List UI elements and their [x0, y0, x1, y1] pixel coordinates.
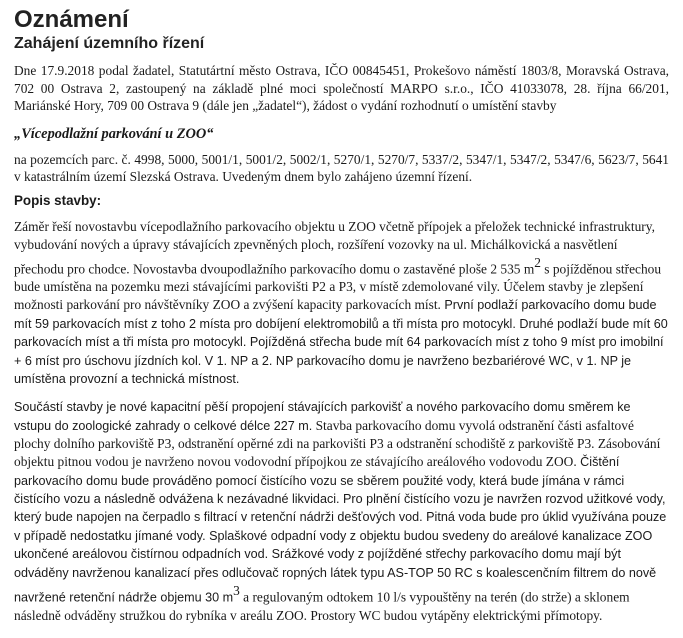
para2-text-b: Stavba parkovacího domu vyvolá odstranění části asfaltové plochy dolního parkoviště P3, odstranění opěrné zdi na parkovišti P3 a odstranění schodiště z parkoviště P3. Zásobování objektu pitnou vodou je navrženo novou vodovodní přípojkou ze stávajícího areálového vodovodu ZOO. [14, 417, 661, 470]
para2-text-c: Čištění parkovacího domu bude prováděno pomocí čistícího vozu se sběrem použité vody, která bude jímána v rámci čistícího vozu a následně odvážena k nezávadné likvidaci. Pro plnění čistícího vozu je navržen rozvod užitkové vody, který bude napojen na čerpadlo s filtrací v retenční nádrži dešťových vod. Pitná voda bude pro úklid využívána pouze v případě nedostatku jímané vody. Splaškové odpadní vody z objektu budou svedeny do areálové kanalizace ZOO ukončené areálovou čistírnou odpadních vod. Srážkové vody z pojížděné střechy parkovacího domu mají být odváděny navrženou kanalizací přes odlučovač ropných látek typu AS-TOP 50 RC s koalescenčním filtrem do nově navržené retenční nádrže objemu 30 m [14, 455, 667, 605]
parcels-paragraph: na pozemcích parc. č. 4998, 5000, 5001/1, 5001/2, 5002/1, 5270/1, 5270/7, 5337/2, 5347/1, 5347/2, 5347/6, 5623/7, 5641 v katastrálním území Slezská Ostrava. Uvedeným dnem bylo zahájeno územní řízení. [14, 151, 669, 185]
paragraph-gap [14, 388, 669, 398]
description-paragraph-1 [14, 218, 669, 388]
para1-text-a: Záměr řeší novostavbu vícepodlažního parkovacího objektu u ZOO včetně přípojek a přeložek technické infrastruktury, vybudování nových a úpravy stávajících zpevněných ploch, rozšíření vozovky na ul. Michálkovická a nasvětlení přechodu pro chodce. Novostavba dvoupodlažního parkovacího domu o zastavěné ploše 2 535 m [14, 218, 655, 277]
description-paragraph-2 [14, 398, 669, 624]
para2-text-a: Součástí stavby je nové kapacitní pěší propojení stávajících parkovišť a nového parkovacího domu směrem ke vstupu do zoologické zahrady o celkové délce 227 m. [14, 400, 631, 433]
para2-superscript: 3 [233, 582, 240, 598]
page-title: Oznámení [14, 6, 129, 33]
para1-superscript: 2 [534, 254, 541, 270]
project-name: „Vícepodlažní parkování u ZOO“ [14, 125, 214, 142]
para2-text-d: a regulovaným odtokem 10 l/s vypouštěny na terén (do strže) a sklonem následně odváděny stružkou do rybníka v areálu ZOO. Prostory WC budou vytápěny elektrickými přímotopy. [14, 589, 630, 623]
page-subtitle: Zahájení územního řízení [14, 35, 205, 52]
section-heading: Popis stavby: [14, 192, 102, 208]
intro-paragraph: Dne 17.9.2018 podal žadatel, Statutártní město Ostrava, IČO 00845451, Prokešovo náměstí 1803/8, Moravská Ostrava, 702 00 Ostrava 2, zastoupený na základě plné moci společností MARPO s.r.o., IČO 41033078, 28. října 66/201, Mariánské Hory, 709 00 Ostrava 9 (dále jen „žadatel“), žádost o vydání rozhodnutí o umístění stavby [14, 63, 669, 114]
para1-text-b: s pojížděnou střechou bude umístěna na pozemku mezi stávajícími parkovišti P2 a P3, v místě zdemolované vily. Účelem stavby je zlepšení možnosti parkování pro návštěvníky ZOO a zvýšení kapacity parkovacích míst. [14, 261, 662, 313]
para1-text-c: První podlaží parkovacího domu bude mít 59 parkovacích míst z toho 2 místa pro dobíjení elektromobilů a tři místa pro motocykl. Druhé podlaží bude mít 60 parkovacích míst a tři místa pro motocykl. Pojížděná střecha bude mít 64 parkovacích míst z toho 9 míst pro imobilní + 6 míst pro úschovu jízdních kol. V 1. NP a 2. NP parkovacího domu je navrženo bezbariérové WC, v 1. NP je umístěna provozní a technická místnost. [14, 298, 668, 386]
